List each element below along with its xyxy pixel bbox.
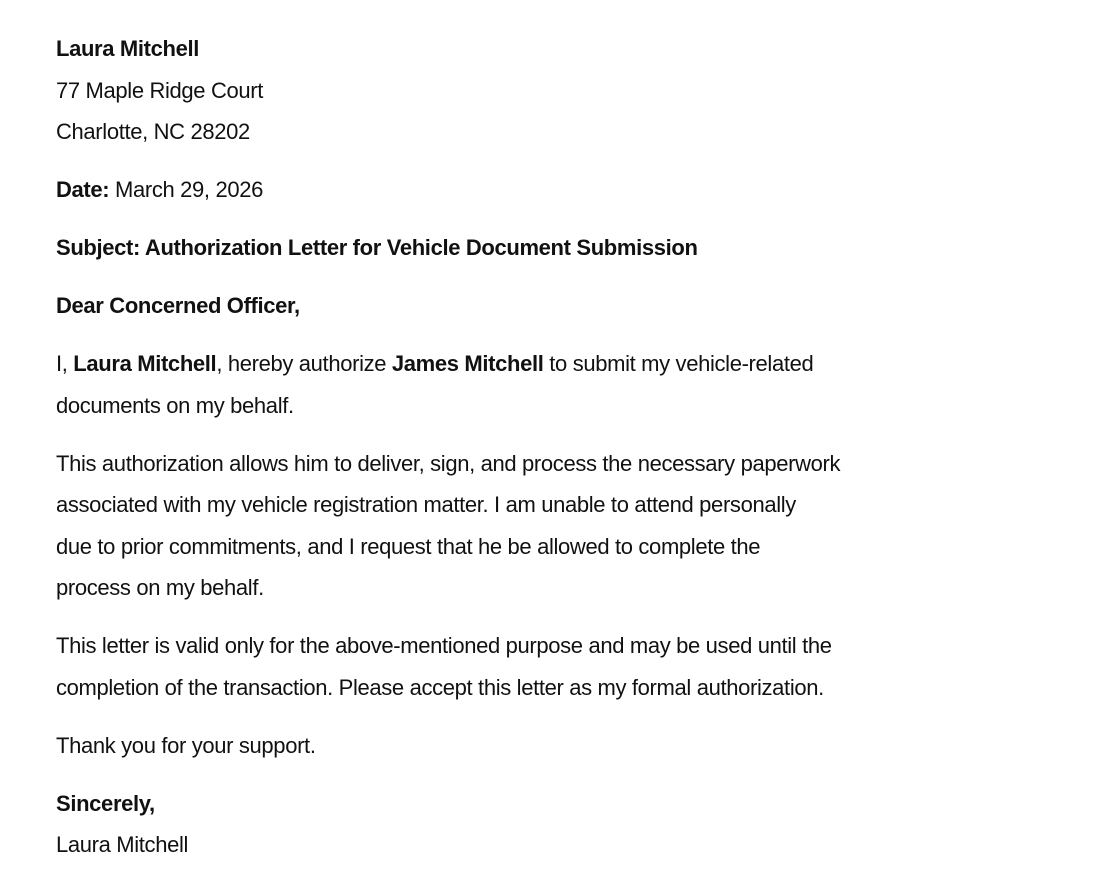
p1-prefix: I, (56, 351, 74, 376)
p1-line2: documents on my behalf. (56, 392, 294, 418)
paragraph-authorization (56, 343, 1066, 426)
p2-line: due to prior commitments, and I request that he be allowed to complete the (56, 533, 761, 559)
closing: Sincerely, (56, 790, 155, 816)
p1-middle: , hereby authorize (216, 351, 392, 376)
sender-address-line1: 77 Maple Ridge Court (56, 77, 264, 103)
date-line (56, 169, 1066, 211)
signature-name: Laura Mitchell (56, 832, 189, 857)
p3-line: completion of the transaction. Please accept this letter as my formal authorization. (56, 674, 824, 700)
date-label: Date: (56, 177, 110, 202)
date-value: March 29, 2026 (109, 177, 264, 202)
subject-line: Subject: Authorization Letter for Vehicle Document Submission (56, 235, 698, 260)
paragraph-validity (56, 625, 1066, 708)
grantee-name: James Mitchell (391, 351, 544, 376)
salutation: Dear Concerned Officer, (56, 293, 300, 318)
p3-line: This letter is valid only for the above-mentioned purpose and may be used until the (56, 633, 832, 658)
p2-line: This authorization allows him to deliver, sign, and process the necessary paperwork (56, 450, 841, 476)
letter-document (56, 28, 1066, 866)
sender-name: Laura Mitchell (56, 36, 200, 61)
p1-suffix: to submit my vehicle-related (543, 351, 814, 376)
thanks-line: Thank you for your support. (56, 732, 316, 758)
sender-block (56, 28, 1066, 153)
p2-line: process on my behalf. (56, 575, 264, 600)
paragraph-scope (56, 443, 1066, 609)
p2-line: associated with my vehicle registration matter. I am unable to attend personally (56, 492, 796, 517)
sender-address-line2: Charlotte, NC 28202 (56, 119, 250, 144)
signature-block (56, 783, 1066, 866)
grantor-name: Laura Mitchell (73, 351, 217, 376)
